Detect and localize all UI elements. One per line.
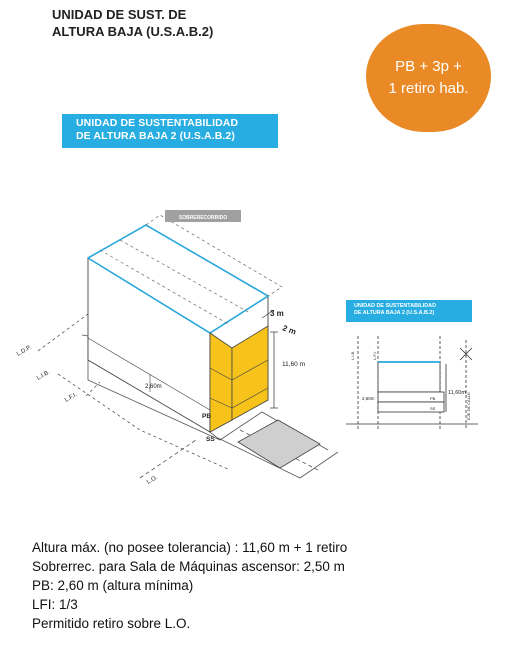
small-height: 11,60m: [448, 390, 466, 396]
label-ss: SS: [206, 436, 215, 443]
small-ss-label: SS: [430, 406, 436, 411]
dim-pb: 2,60m: [145, 384, 162, 390]
label-pb: PB: [202, 413, 212, 420]
tag-text: SOBRERECORRIDO: [178, 215, 228, 221]
label-lo: L.O.: [146, 474, 159, 486]
note-line: Sobrerrec. para Sala de Máquinas ascensor: 2,50 m: [32, 559, 345, 574]
label-lib: L.I.B.: [36, 369, 52, 382]
small-unit-label: [346, 300, 472, 322]
note-line: PB: 2,60 m (altura mínima): [32, 578, 194, 593]
label-ldp: L.D.P.: [16, 344, 33, 358]
notes: [32, 538, 347, 633]
title-line-1: UNIDAD DE SUST. DE: [52, 7, 187, 22]
note-line: Permitido retiro sobre L.O.: [32, 616, 191, 631]
dim-height: 11,60 m: [282, 361, 306, 368]
retiro-yellow-front: [210, 333, 232, 432]
badge-line-2: 1 retiro hab.: [388, 80, 469, 97]
small-unit-label-line-2: DE ALTURA BAJA 2 (U.S.A.B.2): [354, 310, 435, 316]
small-unit-label-line-1: UNIDAD DE SUSTENTABILIDAD: [354, 303, 436, 309]
small-eje: EJE DE CALLE: [466, 392, 471, 420]
section-diagram: [346, 336, 478, 430]
badge-line-1: PB + 3p +: [395, 58, 462, 75]
lo-line: [140, 440, 196, 478]
note-line: LFI: 1/3: [32, 597, 78, 612]
dim-retiro-3m: 3 m: [270, 309, 284, 318]
label-lfi: L.F.I.: [64, 392, 79, 404]
main-unit-label-line-2: DE ALTURA BAJA 2 (U.S.A.B.2): [76, 130, 235, 142]
note-line: Altura máx. (no posee tolerancia) : 11,60 m + 1 retiro: [32, 540, 348, 555]
small-pb-label: PB: [430, 396, 436, 401]
dim-retiro-2m: 2 m: [281, 323, 298, 337]
main-unit-label-line-1: UNIDAD DE SUSTENTABILIDAD: [76, 117, 239, 129]
small-lib: L.I.B.: [350, 350, 355, 360]
small-lfi: L.F.I.: [372, 351, 377, 360]
title-line-2: ALTURA BAJA (U.S.A.B.2): [52, 24, 214, 39]
small-pb: 2,60m: [362, 396, 375, 401]
sidewalk: [238, 420, 320, 468]
ldp-line: [38, 314, 88, 351]
